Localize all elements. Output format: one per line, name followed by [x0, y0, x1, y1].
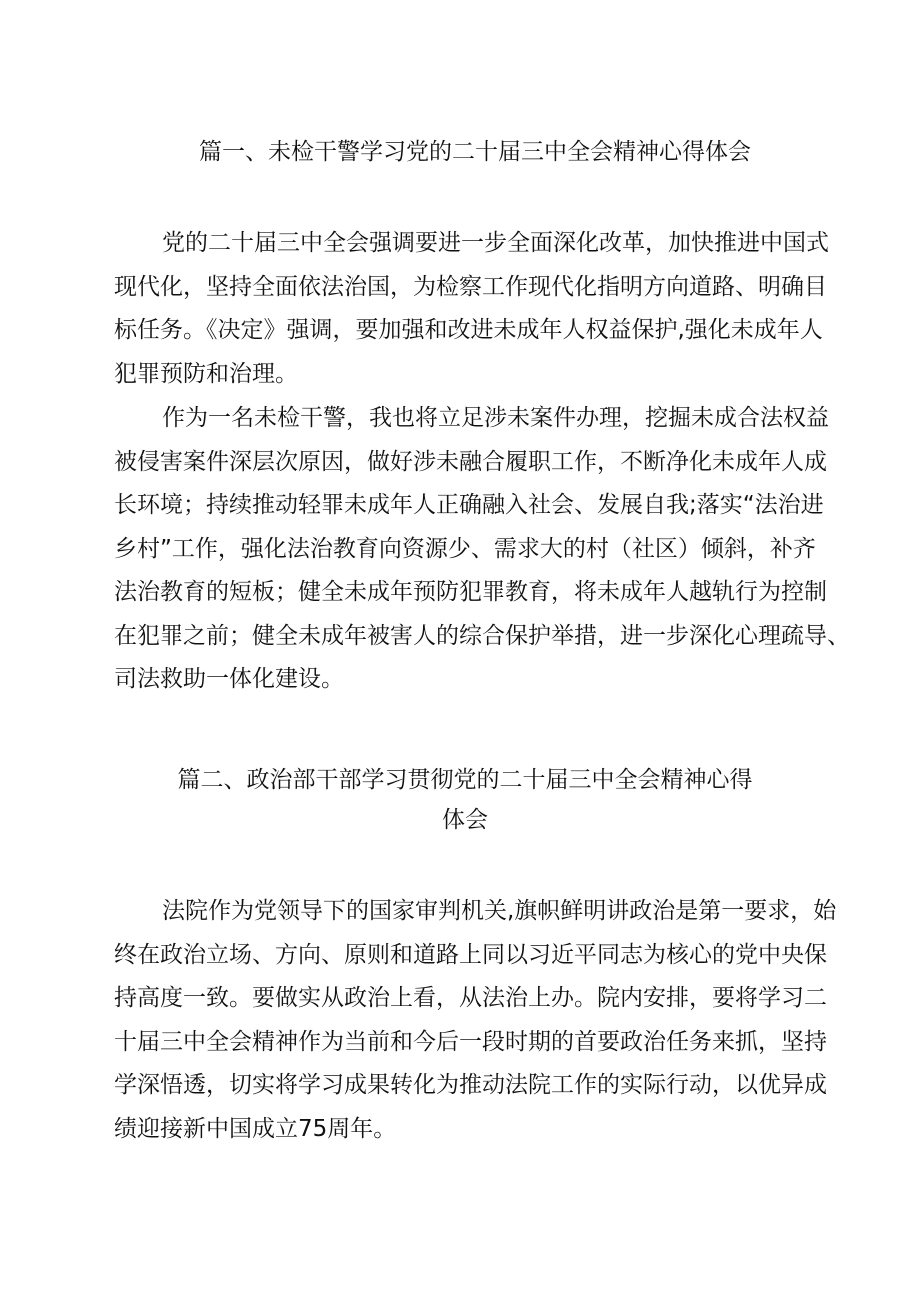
paragraph-line: 乡村”工作，强化法治教育向资源少、需求大的村（社区）倾斜，补齐	[114, 535, 816, 562]
section1-title: 篇一、未检干警学习党的二十届三中全会精神心得体会	[199, 139, 751, 165]
paragraph-line: 标任务。《决定》强调，要加强和改进未成年人权益保护,强化未成年人	[114, 317, 823, 343]
paragraph-line: 学深悟透，切实将学习成果转化为推动法院工作的实际行动，以优异成	[114, 1072, 827, 1098]
section2-title-line2: 体会	[442, 807, 488, 833]
paragraph-line: 被侵害案件深层次原因，做好涉未融合履职工作，不断净化未成年人成	[114, 448, 827, 475]
paragraph-line: 现代化，坚持全面依法治国，为检察工作现代化指明方向道路、明确目	[114, 273, 827, 300]
paragraph-line: 作为一名未检干警，我也将立足涉未案件办理，挖掘未成合法权益	[162, 405, 829, 431]
section2-title-line1: 篇二、政治部干部学习贯彻党的二十届三中全会精神心得	[177, 767, 753, 793]
paragraph-line: 终在政治立场、方向、原则和道路上同以习近平同志为核心的党中央保	[114, 941, 827, 968]
paragraph-line: 在犯罪之前；健全未成年被害人的综合保护举措，进一步深化心理疏导、	[114, 622, 850, 649]
paragraph-line: 犯罪预防和治理。	[114, 360, 298, 387]
section1-paragraph2	[114, 397, 850, 702]
paragraph-line: 司法救助一体化建设。	[114, 666, 344, 692]
paragraph-line: 绩迎接新中国成立75周年。	[114, 1115, 397, 1142]
paragraph-line: 十届三中全会精神作为当前和今后一段时期的首要政治任务来抓，坚持	[114, 1028, 827, 1055]
section2-paragraph1	[114, 890, 844, 1151]
paragraph-line: 党的二十届三中全会强调要进一步全面深化改革，加快推进中国式	[162, 230, 829, 256]
paragraph-line: 法院作为党领导下的国家审判机关,旗帜鲜明讲政治是第一要求，始	[162, 898, 837, 924]
paragraph-line: 法治教育的短板；健全未成年预防犯罪教育，将未成年人越轨行为控制	[114, 579, 827, 605]
section1-paragraph1	[114, 222, 844, 396]
paragraph-line: 长环境；持续推动轻罪未成年人正确融入社会、发展自我;落实“法治进	[114, 492, 824, 518]
paragraph-line: 持高度一致。要做实从政治上看，从法治上办。院内安排，要将学习二	[114, 985, 827, 1011]
